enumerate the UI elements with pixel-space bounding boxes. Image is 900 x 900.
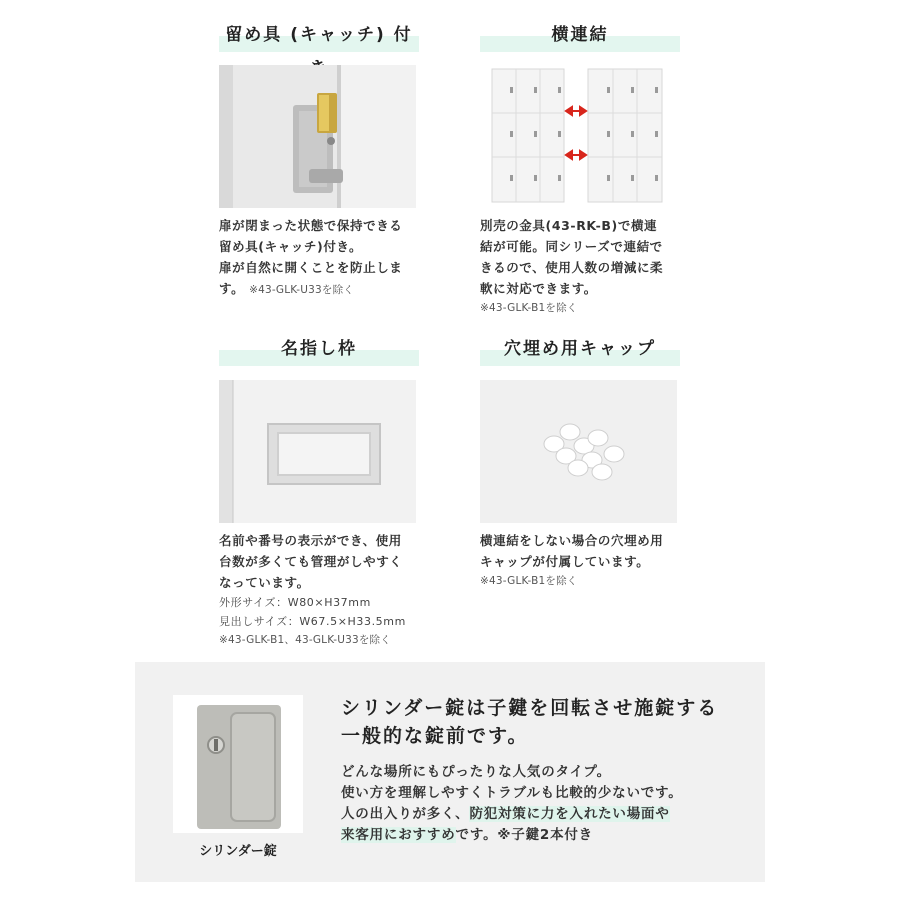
- cylinder-lock-photo: [173, 695, 303, 833]
- feature-note: ※43-GLK-B1、43-GLK-U33を除く: [219, 634, 391, 646]
- feature-title: 横連結: [551, 25, 609, 45]
- feature-title: 穴埋め用キャップ: [504, 339, 656, 359]
- feature-title: 名指し枠: [281, 339, 357, 359]
- cylinder-lock-panel: [135, 662, 765, 882]
- feature-name-frame: [219, 332, 419, 646]
- connection-photo: [480, 65, 677, 208]
- feature-heading: [219, 18, 419, 54]
- feature-note: ※43-GLK-B1を除く: [480, 302, 578, 314]
- feature-note: ※43-GLK-U33を除く: [249, 284, 355, 296]
- feature-title: 留め具 (キャッチ) 付: [225, 25, 413, 45]
- cylinder-lock-caption: シリンダー錠: [199, 844, 277, 859]
- feature-heading: [219, 332, 419, 368]
- feature-description: 横連結をしない場合の穴埋め用 キャップが付属しています。 ※43-GLK-B1を除く: [480, 530, 685, 591]
- highlight-text: 来客用におすすめ: [341, 827, 456, 843]
- feature-heading: [480, 18, 680, 54]
- feature-note: ※43-GLK-B1を除く: [480, 575, 578, 587]
- cylinder-description: どんな場所にもぴったりな人気のタイプ。 使い方を理解しやすくトラブルも比較的少ないです。 人の出入りが多く、防犯対策に力を入れたい場面や 来客用におすすめです。※子鍵2本付き: [341, 764, 683, 843]
- feature-catch: [219, 18, 419, 296]
- highlight-text: 防犯対策に力を入れたい場面や: [469, 806, 670, 822]
- feature-caps: [480, 332, 680, 587]
- feature-connection: [480, 18, 680, 314]
- feature-description: 扉が閉まった状態で保持できる 留め具(キャッチ)付き。 扉が自然に開くことを防止しま す。 ※43-GLK-U33を除く: [219, 218, 403, 296]
- feature-description: 別売の金具(43-RK-B)で横連 結が可能。同シリーズで連結で きるので、使用人数の増減に柔 軟に対応できます。 ※43-GLK-B1を除く: [480, 215, 685, 318]
- name-frame-photo: [219, 380, 416, 523]
- feature-description: 名前や番号の表示ができ、使用 台数が多くても管理がしやすく なっています。 外形サイズ：W80×H37mm 見出しサイズ：W67.5×H33.5mm ※43-GLK-B1、43-GLK-U33を除く: [219, 530, 424, 650]
- feature-heading: [480, 332, 680, 368]
- catch-photo: [219, 65, 416, 208]
- outer-size-spec: 外形サイズ：W80×H37mm: [219, 596, 371, 609]
- caps-photo: [480, 380, 677, 523]
- cylinder-heading: シリンダー錠は子鍵を回転させ施錠する 一般的な錠前です。: [341, 697, 719, 747]
- label-size-spec: 見出しサイズ：W67.5×H33.5mm: [219, 615, 406, 628]
